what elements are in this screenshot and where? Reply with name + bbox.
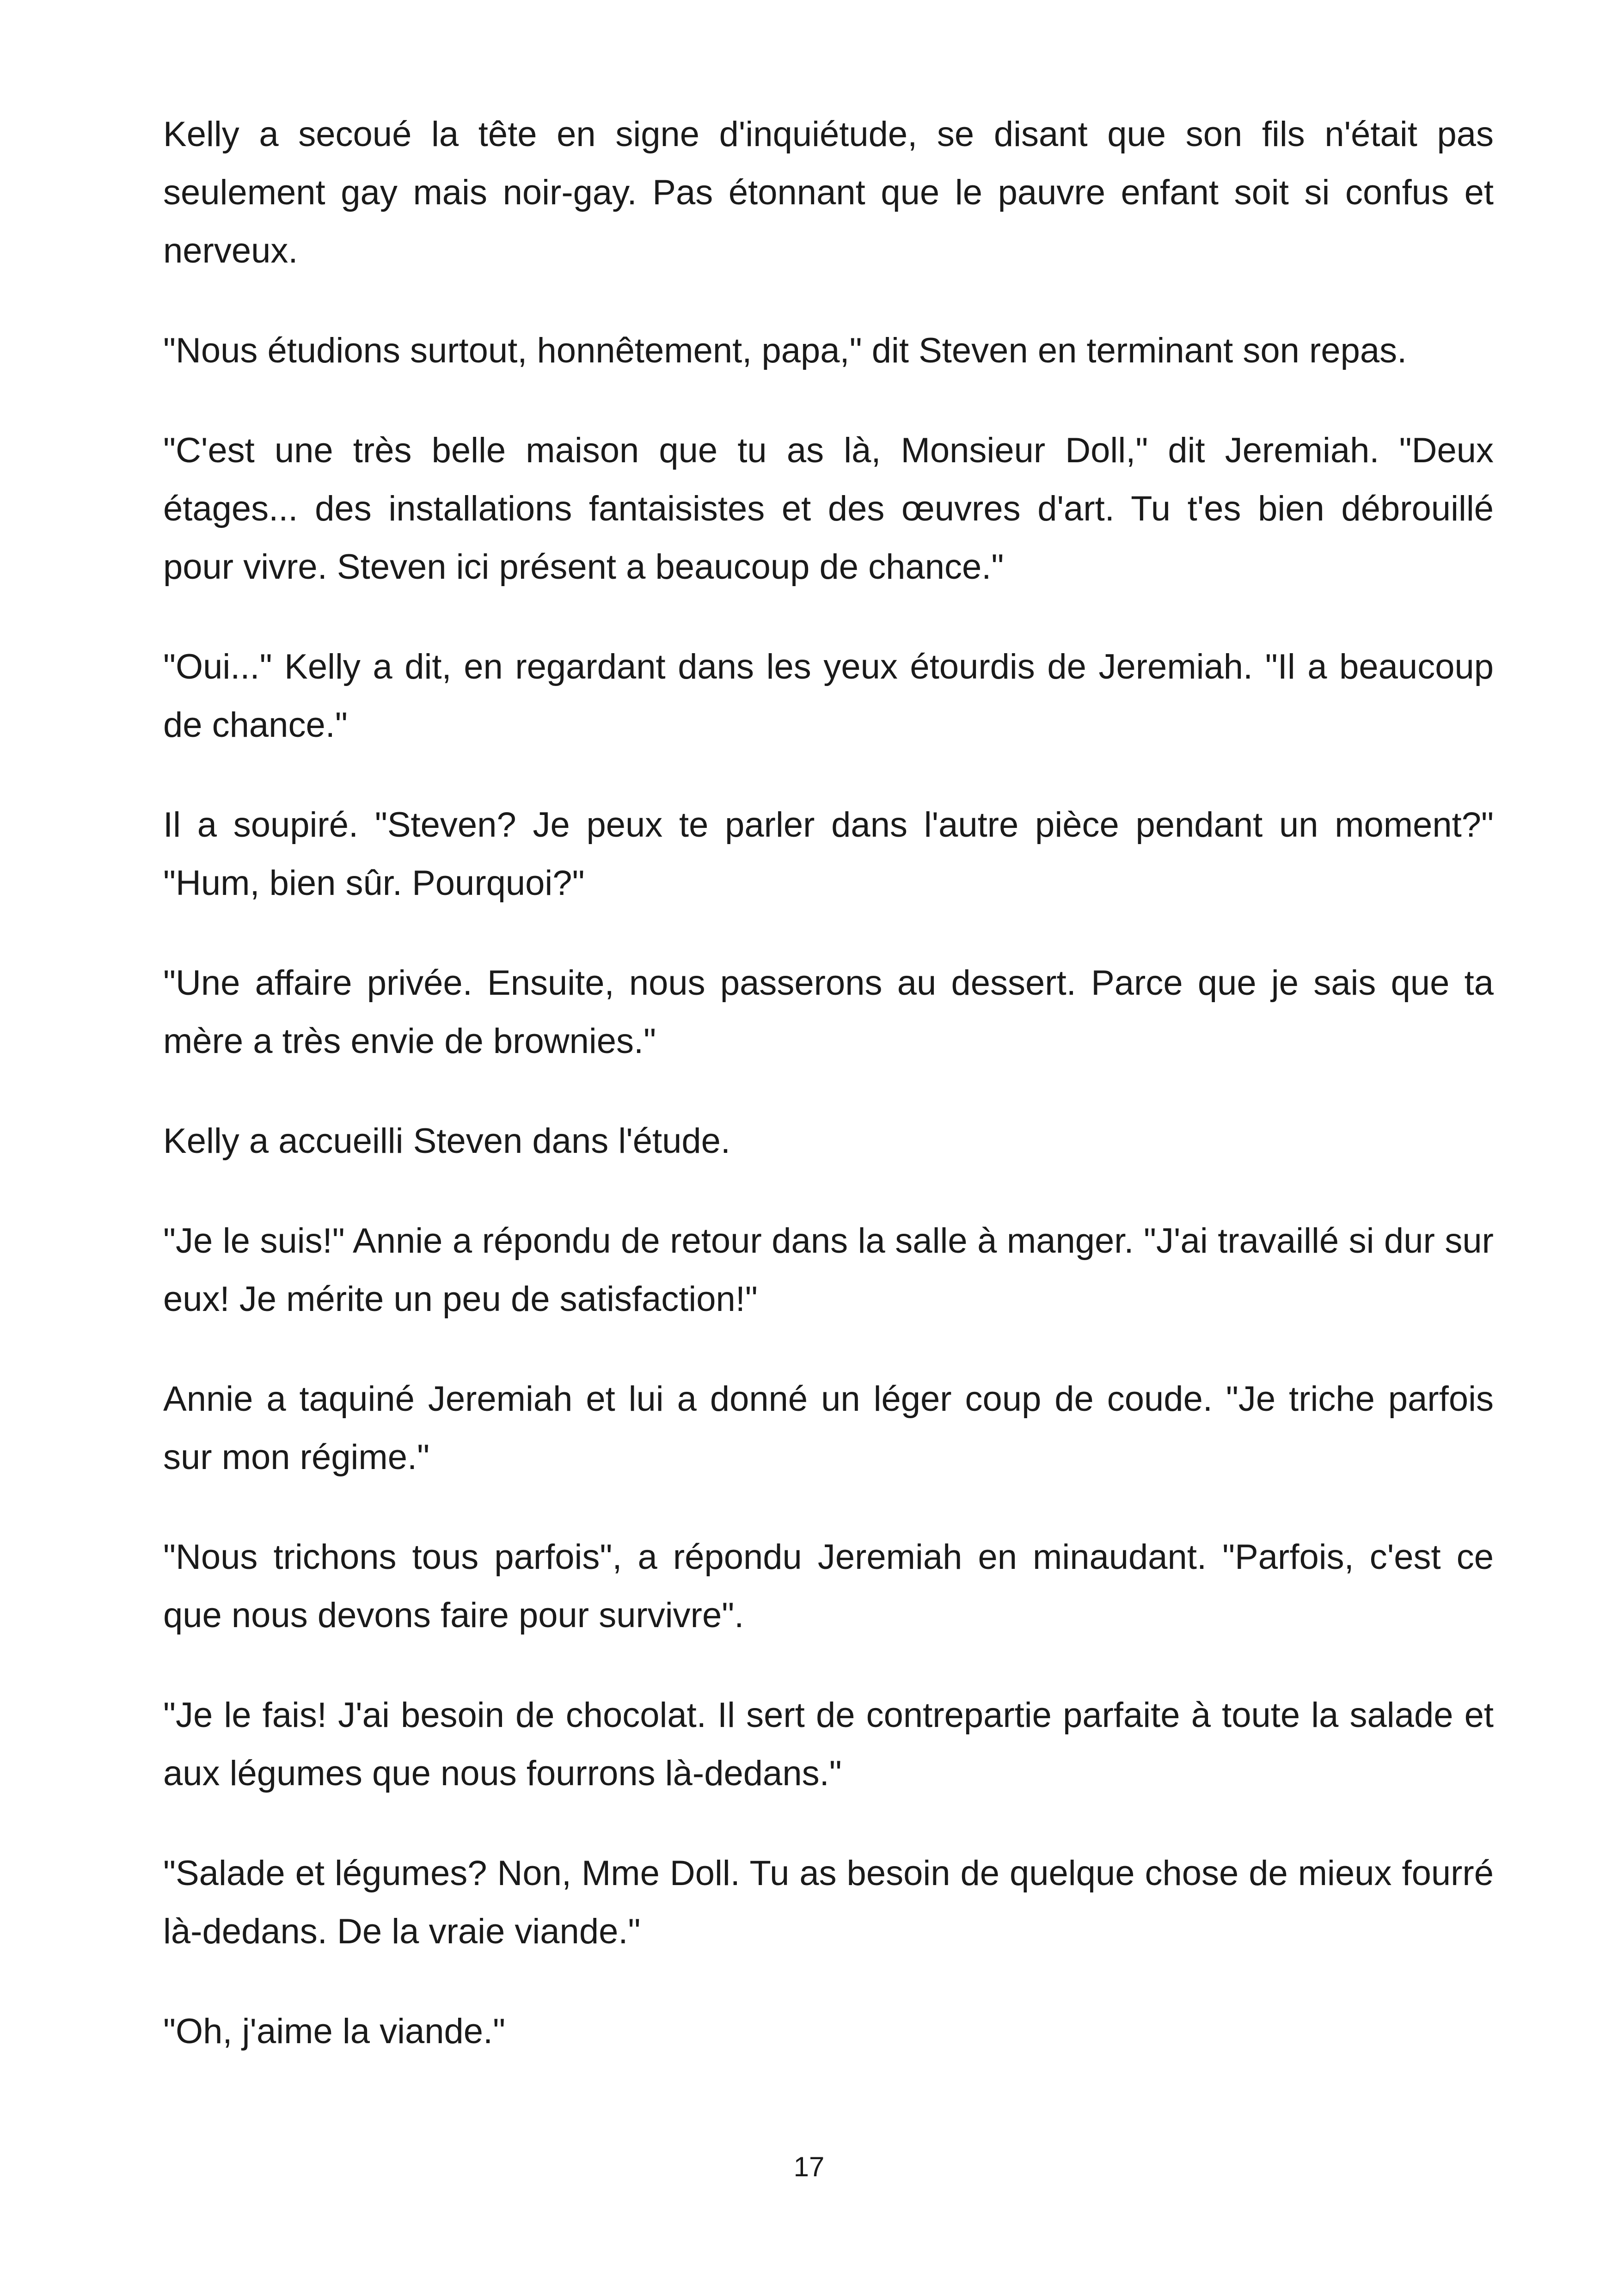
paragraph-8: "Je le suis!" Annie a répondu de retour dans la salle à manger. "J'ai travaillé si dur sur eux! Je mérite un peu de satisfaction!" [163,1221,1494,1319]
paragraph-1: Kelly a secoué la tête en signe d'inquiétude, se disant que son fils n'était pas seulement gay mais noir-gay. Pas étonnant que le pauvre enfant soit si confus et nerveux. [163,115,1494,270]
paragraph-9: Annie a taquiné Jeremiah et lui a donné un léger coup de coude. "Je triche parfois sur mon régime." [163,1379,1494,1477]
body-text [163,105,1494,2061]
paragraph-11: "Je le fais! J'ai besoin de chocolat. Il sert de contrepartie parfaite à toute la salade et aux légumes que nous fourrons là-dedans." [163,1696,1494,1793]
paragraph-12: "Salade et légumes? Non, Mme Doll. Tu as besoin de quelque chose de mieux fourré là-dedans. De la vraie viande." [163,1854,1494,1951]
paragraph-3: "C'est une très belle maison que tu as là, Monsieur Doll," dit Jeremiah. "Deux étages... des installations fantaisistes et des œuvres d'art. Tu t'es bien débrouillé pour vivre. Steven ici présent a beaucoup de chance." [163,431,1494,587]
paragraph-5: Il a soupiré. "Steven? Je peux te parler dans l'autre pièce pendant un moment?" "Hum, bien sûr. Pourquoi?" [163,805,1494,903]
page-number: 17 [793,2151,825,2182]
paragraph-13: "Oh, j'aime la viande." [163,2012,506,2051]
paragraph-4: "Oui..." Kelly a dit, en regardant dans les yeux étourdis de Jeremiah. "Il a beaucoup de chance." [163,647,1494,745]
paragraph-6: "Une affaire privée. Ensuite, nous passerons au dessert. Parce que je sais que ta mère a très envie de brownies." [163,963,1494,1061]
paragraph-2: "Nous étudions surtout, honnêtement, papa," dit Steven en terminant son repas. [163,331,1407,370]
paragraph-10: "Nous trichons tous parfois", a répondu Jeremiah en minaudant. "Parfois, c'est ce que nous devons faire pour survivre". [163,1537,1494,1635]
paragraph-7: Kelly a accueilli Steven dans l'étude. [163,1121,731,1161]
